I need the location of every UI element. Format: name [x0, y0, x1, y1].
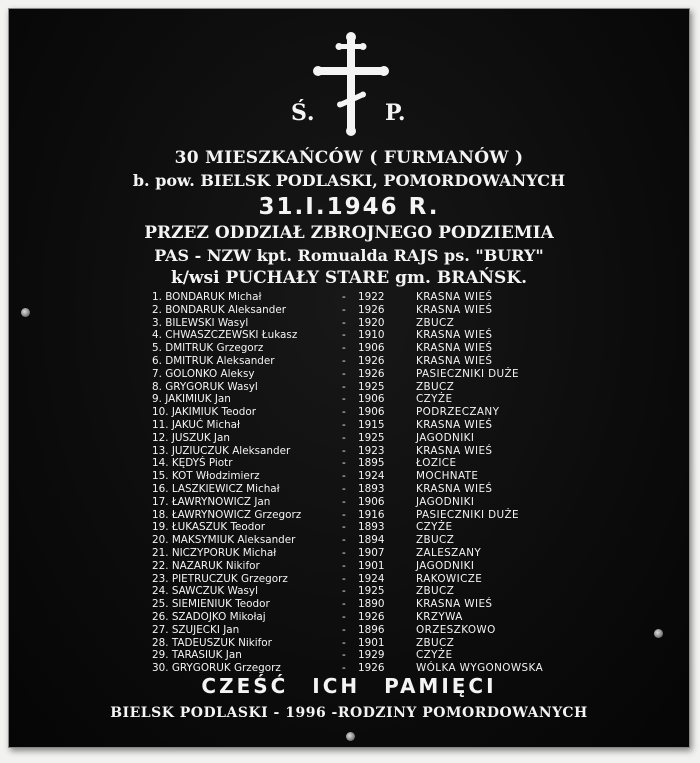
victim-dash: - [342, 329, 346, 342]
headline-line-6: k/wsi PUCHAŁY STARE gm. BRAŃSK. [170, 268, 528, 288]
headline-line-1: 30 MIESZKAŃCÓW ( FURMANÓW ) [174, 148, 524, 168]
victim-dash: - [342, 610, 346, 623]
victim-name: 22. NAZARUK Nikifor [152, 559, 260, 572]
victim-birth-year: 1906 [358, 406, 385, 419]
victim-village: PASIECZNIKI DUŻE [416, 367, 520, 380]
victim-birth-year: 1890 [358, 598, 385, 611]
victim-name: 28. TADEUSZUK Nikifor [152, 636, 272, 649]
victim-name: 8. GRYGORUK Wasyl [152, 380, 258, 393]
victim-name: 6. DMITRUK Aleksander [152, 354, 275, 367]
victim-name: 17. ŁAWRYNOWICZ Jan [152, 495, 271, 508]
headline-date: 31.I.1946 R. [258, 194, 440, 220]
victim-name: 11. JAKUĆ Michał [152, 418, 240, 431]
victim-birth-year: 1907 [358, 546, 385, 559]
victim-dash: - [342, 470, 346, 483]
victim-dash: - [342, 418, 346, 431]
victim-dash: - [342, 623, 346, 636]
headline-line-5: PAS - NZW kpt. Romualda RAJS ps. "BURY" [154, 246, 544, 265]
footer-inscription: BIELSK PODLASKI - 1996 -RODZINY POMORDOWANYCH [110, 705, 588, 721]
victim-row [8, 291, 690, 304]
victim-row [8, 317, 690, 330]
victim-name: 2. BONDARUK Aleksander [152, 303, 287, 316]
mounting-screw [654, 629, 663, 638]
memorial-plaque [8, 8, 690, 748]
victim-dash: - [342, 431, 346, 444]
victim-birth-year: 1901 [358, 559, 385, 572]
victim-birth-year: 1924 [358, 470, 385, 483]
victim-village: ORZESZKOWO [416, 623, 496, 636]
victim-dash: - [342, 406, 346, 419]
victim-dash: - [342, 495, 346, 508]
victim-dash: - [342, 598, 346, 611]
victim-dash: - [342, 367, 346, 380]
victim-name: 19. ŁUKASZUK Teodor [152, 521, 266, 534]
victim-row [8, 547, 690, 560]
victim-row [8, 470, 690, 483]
victim-name: 23. PIETRUCZUK Grzegorz [152, 572, 288, 585]
victim-birth-year: 1924 [358, 572, 385, 585]
victim-row [8, 355, 690, 368]
victim-row [8, 624, 690, 637]
headline-line-4: PRZEZ ODDZIAŁ ZBROJNEGO PODZIEMIA [144, 223, 554, 243]
victim-village: CZYŻE [416, 521, 453, 534]
victim-row [8, 611, 690, 624]
victim-name: 13. JUZIUCZUK Aleksander [152, 444, 291, 457]
victim-birth-year: 1894 [358, 534, 385, 547]
victim-name: 24. SAWCZUK Wasyl [152, 585, 258, 598]
victim-dash: - [342, 444, 346, 457]
victim-name: 29. TARASIUK Jan [152, 649, 242, 662]
victim-name: 5. DMITRUK Grzegorz [152, 342, 264, 355]
victim-village: WÓLKA WYGONOWSKA [416, 662, 544, 675]
victim-name: 21. NICZYPORUK Michał [152, 546, 277, 559]
victim-birth-year: 1915 [358, 418, 385, 431]
victim-dash: - [342, 636, 346, 649]
victim-row [8, 483, 690, 496]
victim-birth-year: 1896 [358, 623, 385, 636]
victim-name: 10. JAKIMIUK Teodor [152, 406, 257, 419]
victim-dash: - [342, 291, 346, 303]
victim-list [8, 291, 690, 675]
victim-village: KRASNA WIEŚ [416, 444, 493, 457]
victim-dash: - [342, 585, 346, 598]
victim-birth-year: 1925 [358, 380, 385, 393]
orthodox-cross-icon [312, 30, 390, 140]
victim-village: JAGODNIKI [416, 431, 475, 444]
initial-s: Ś. [291, 100, 315, 126]
victim-village: KRASNA WIEŚ [416, 482, 493, 495]
victim-dash: - [342, 354, 346, 367]
victim-village: ZBUCZ [416, 636, 455, 649]
victim-birth-year: 1893 [358, 482, 385, 495]
victim-village: JAGODNIKI [416, 559, 475, 572]
victim-birth-year: 1916 [358, 508, 385, 521]
victim-birth-year: 1926 [358, 303, 385, 316]
victim-village: MOCHNATE [416, 470, 479, 483]
victim-name: 15. KOT Włodzimierz [152, 470, 260, 483]
victim-dash: - [342, 393, 346, 406]
victim-dash: - [342, 457, 346, 470]
victim-name: 9. JAKIMIUK Jan [152, 393, 231, 406]
victim-row [8, 381, 690, 394]
victim-row [8, 304, 690, 317]
victim-row [8, 521, 690, 534]
victim-dash: - [342, 649, 346, 662]
victim-village: KRASNA WIEŚ [416, 291, 493, 303]
victim-birth-year: 1926 [358, 367, 385, 380]
victim-dash: - [342, 534, 346, 547]
victim-name: 16. LASZKIEWICZ Michał [152, 482, 280, 495]
victim-row [8, 406, 690, 419]
victim-village: PODRZECZANY [416, 406, 500, 419]
victim-row [8, 585, 690, 598]
victim-dash: - [342, 662, 346, 675]
victim-name: 1. BONDARUK Michał [152, 291, 262, 303]
victim-row [8, 457, 690, 470]
victim-name: 12. JUSZUK Jan [152, 431, 230, 444]
victim-village: KRASNA WIEŚ [416, 329, 493, 342]
victim-dash: - [342, 572, 346, 585]
victim-row [8, 649, 690, 662]
victim-village: CZYŻE [416, 649, 453, 662]
victim-dash: - [342, 342, 346, 355]
victim-birth-year: 1906 [358, 495, 385, 508]
victim-village: ZBUCZ [416, 380, 455, 393]
victim-birth-year: 1906 [358, 342, 385, 355]
victim-village: ZBUCZ [416, 534, 455, 547]
victim-dash: - [342, 508, 346, 521]
victim-dash: - [342, 546, 346, 559]
victim-village: KRASNA WIEŚ [416, 598, 493, 611]
victim-row [8, 509, 690, 522]
victim-row [8, 432, 690, 445]
victim-row [8, 496, 690, 509]
mounting-screw [346, 732, 355, 741]
victim-village: KRASNA WIEŚ [416, 354, 493, 367]
victim-birth-year: 1895 [358, 457, 385, 470]
victim-birth-year: 1926 [358, 354, 385, 367]
victim-village: KRASNA WIEŚ [416, 342, 493, 355]
victim-birth-year: 1910 [358, 329, 385, 342]
victim-birth-year: 1926 [358, 610, 385, 623]
victim-name: 3. BILEWSKI Wasyl [152, 316, 249, 329]
victim-name: 14. KĘDYŚ Piotr [152, 457, 233, 470]
victim-village: KRZYWA [416, 610, 463, 623]
victim-row [8, 637, 690, 650]
victim-dash: - [342, 482, 346, 495]
victim-name: 7. GOLONKO Aleksy [152, 367, 255, 380]
victim-birth-year: 1920 [358, 316, 385, 329]
victim-village: ZALESZANY [416, 546, 482, 559]
victim-name: 4. CHWASZCZEWSKI Łukasz [152, 329, 298, 342]
victim-birth-year: 1901 [358, 636, 385, 649]
victim-birth-year: 1925 [358, 585, 385, 598]
victim-birth-year: 1929 [358, 649, 385, 662]
victim-row [8, 598, 690, 611]
victim-birth-year: 1926 [358, 662, 385, 675]
victim-village: JAGODNIKI [416, 495, 475, 508]
victim-village: RAKOWICZE [416, 572, 483, 585]
victim-dash: - [342, 559, 346, 572]
victim-village: ZBUCZ [416, 585, 455, 598]
victim-village: PASIECZNIKI DUŻE [416, 508, 520, 521]
victim-name: 25. SIEMIENIUK Teodor [152, 598, 270, 611]
victim-name: 18. ŁAWRYNOWICZ Grzegorz [152, 508, 302, 521]
victim-village: ZBUCZ [416, 316, 455, 329]
mounting-screw [21, 308, 30, 317]
victim-birth-year: 1906 [358, 393, 385, 406]
victim-village: CZYŻE [416, 393, 453, 406]
victim-row [8, 393, 690, 406]
victim-village: KRASNA WIEŚ [416, 418, 493, 431]
victim-name: 20. MAKSYMIUK Aleksander [152, 534, 296, 547]
victim-row [8, 662, 690, 675]
headline-line-2: b. pow. BIELSK PODLASKI, POMORDOWANYCH [132, 171, 566, 190]
victim-row [8, 534, 690, 547]
victim-row [8, 329, 690, 342]
victim-row [8, 560, 690, 573]
motto: CZEŚĆ ICH PAMIĘCI [201, 674, 497, 698]
victim-dash: - [342, 316, 346, 329]
victim-dash: - [342, 521, 346, 534]
victim-row [8, 419, 690, 432]
victim-village: KRASNA WIEŚ [416, 303, 493, 316]
victim-name: 30. GRYGORUK Grzegorz [152, 662, 281, 675]
victim-dash: - [342, 380, 346, 393]
victim-name: 27. SZUJECKI Jan [152, 623, 240, 636]
victim-name: 26. SZADOJKO Mikołaj [152, 610, 266, 623]
initial-p: P. [385, 100, 406, 126]
victim-village: ŁOZICE [416, 457, 457, 470]
victim-birth-year: 1923 [358, 444, 385, 457]
victim-dash: - [342, 303, 346, 316]
victim-row [8, 573, 690, 586]
victim-row [8, 445, 690, 458]
victim-row [8, 342, 690, 355]
victim-birth-year: 1922 [358, 291, 385, 303]
victim-birth-year: 1893 [358, 521, 385, 534]
victim-row [8, 368, 690, 381]
victim-birth-year: 1925 [358, 431, 385, 444]
